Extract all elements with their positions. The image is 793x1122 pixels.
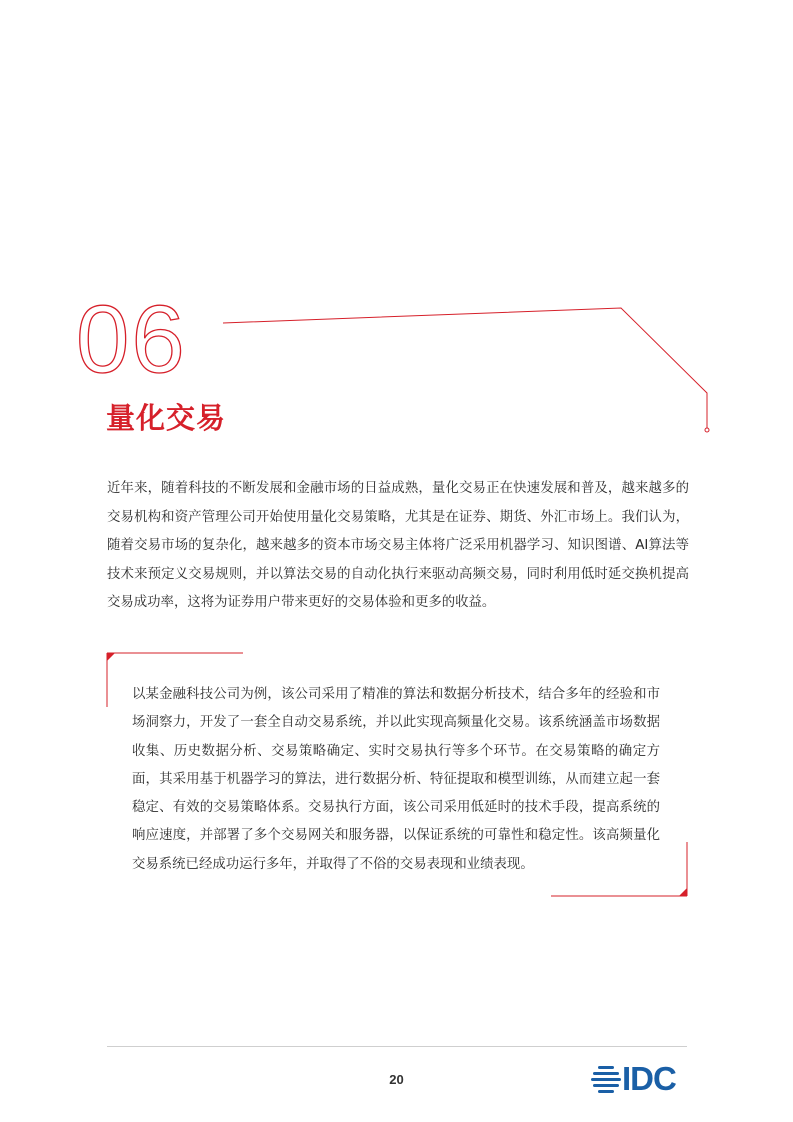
footer-divider	[107, 1046, 687, 1047]
case-study-paragraph: 以某金融科技公司为例，该公司采用了精准的算法和数据分析技术，结合多年的经验和市场洞察力，开发了一套全自动交易系统，并以此实现高频量化交易。该系统涵盖市场数据收集、历史数据分析、交易策略确定、实时交易执行等多个环节。在交易策略的确定方面，其采用基于机器学习的算法，进行数据分析、特征提取和模型训练，从而建立起一套稳定、有效的交易策略体系。交易执行方面，该公司采用低延时的技术手段，提高系统的响应速度，并部署了多个交易网关和服务器，以保证系统的可靠性和稳定性。该高频量化交易系统已经成功运行多年，并取得了不俗的交易表现和业绩表现。	[132, 687, 660, 872]
chapter-number: 06	[76, 286, 187, 393]
page-number: 20	[389, 1072, 404, 1087]
header-decor-line	[223, 308, 707, 428]
idc-logo-text: IDC	[622, 1060, 676, 1097]
header-decor-dot	[705, 428, 709, 432]
intro-paragraph: 近年来，随着科技的不断发展和金融市场的日益成熟，量化交易正在快速发展和普及，越来越多的交易机构和资产管理公司开始使用量化交易策略，尤其是在证券、期货、外汇市场上。我们认为，随着交易市场的复杂化，越来越多的资本市场交易主体将广泛采用机器学习、知识图谱、AI算法等技术来预定义交易规则，并以算法交易的自动化执行来驱动高频交易，同时利用低时延交换机提高交易成功率，这将为证券用户带来更好的交易体验和更多的收益。	[107, 481, 689, 610]
chapter-title: 量化交易	[106, 401, 227, 435]
